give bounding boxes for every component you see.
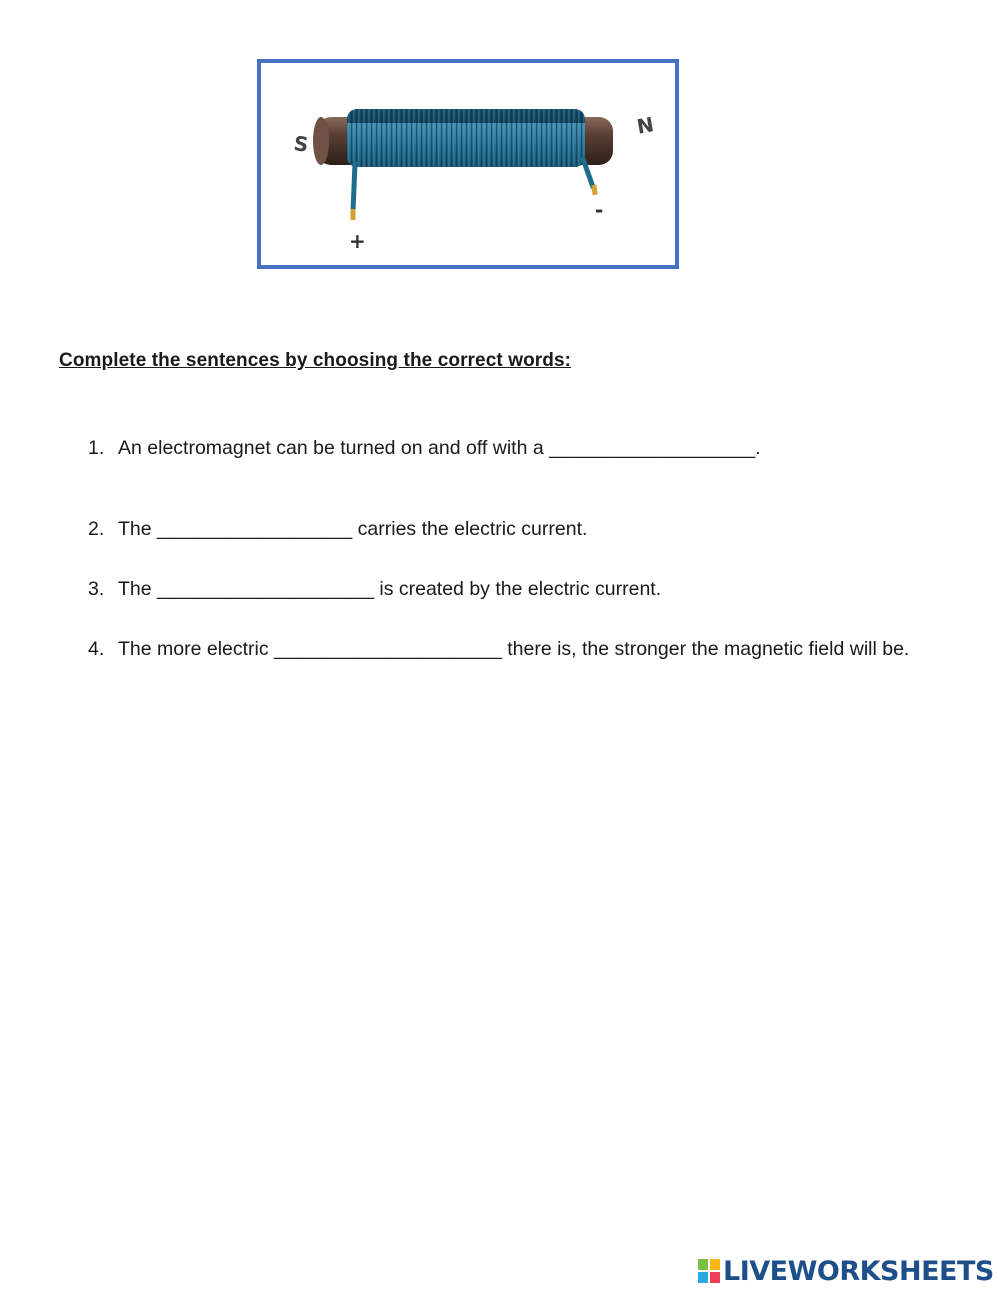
negative-terminal-label: -: [595, 198, 604, 222]
question-suffix: is created by the electric current.: [373, 578, 662, 600]
question-suffix: there is, the stronger the magnetic field will be.: [501, 638, 910, 660]
question-text: [118, 574, 948, 604]
core-end-left: [313, 117, 329, 165]
answer-blank[interactable]: ___________________: [549, 437, 756, 459]
electromagnet-figure: [257, 59, 679, 269]
liveworksheets-logo[interactable]: [698, 1256, 994, 1286]
negative-wire-tip: [591, 185, 597, 196]
question-item: [88, 433, 948, 463]
question-prefix: The: [118, 578, 158, 600]
question-number: 3.: [88, 578, 105, 600]
answer-blank[interactable]: __________________: [157, 518, 353, 540]
question-item: [88, 634, 948, 664]
electromagnet-illustration: [261, 63, 675, 265]
instructions-heading: Complete the sentences by choosing the correct words:: [59, 350, 572, 371]
question-prefix: The more electric: [118, 638, 275, 660]
question-text: [118, 433, 948, 463]
north-pole-label: N: [634, 112, 656, 139]
question-suffix: carries the electric current.: [352, 518, 588, 540]
question-prefix: The: [118, 518, 158, 540]
question-number: 2.: [88, 518, 105, 540]
liveworksheets-logo-icon: [698, 1259, 720, 1283]
question-text: [118, 514, 948, 544]
liveworksheets-logo-text: LIVEWORKSHEETS: [723, 1255, 994, 1287]
question-number: 4.: [88, 638, 105, 660]
positive-lead-wire: [353, 163, 355, 211]
question-item: [88, 514, 948, 544]
positive-terminal-label: +: [349, 229, 366, 253]
question-text: [118, 634, 948, 664]
positive-wire-tip: [351, 209, 356, 220]
question-suffix: .: [755, 437, 761, 459]
answer-blank[interactable]: _____________________: [274, 638, 502, 660]
answer-blank[interactable]: ____________________: [157, 578, 374, 600]
south-pole-label: S: [292, 131, 310, 157]
question-number: 1.: [88, 437, 105, 459]
question-item: [88, 574, 948, 604]
wire-coil: [347, 109, 585, 167]
question-prefix: An electromagnet can be turned on and off with a: [118, 437, 550, 459]
